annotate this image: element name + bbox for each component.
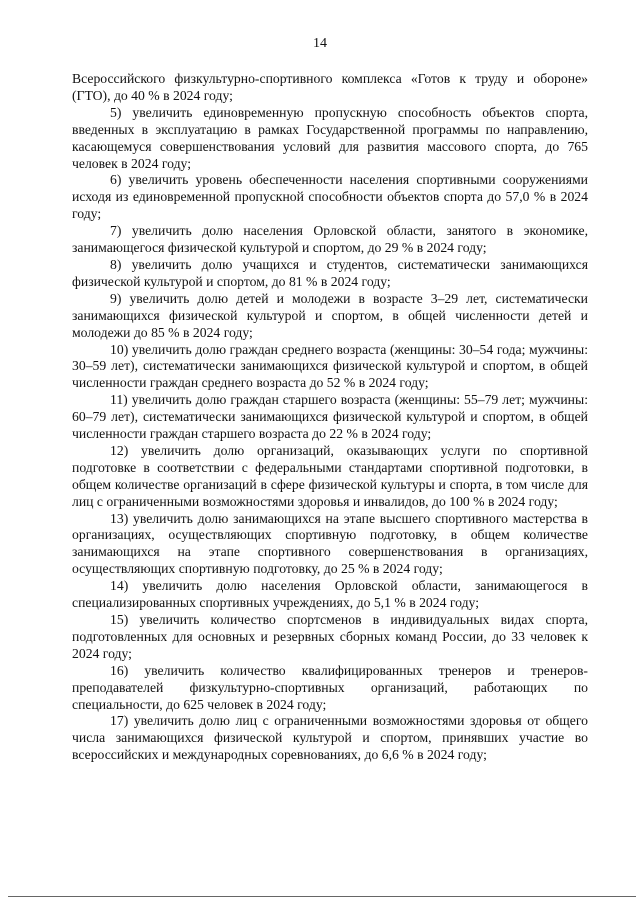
paragraph-item-13: 13) увеличить долю занимающихся на этапе высшего спортивного мастерства в организациях, осуществляющих спортивную подготовку, в общем количестве занимающихся на этапе спортивного совершенствования в организациях, осуществляющих спортивную подготовку, до 25 % в 2024 году;: [72, 510, 588, 577]
paragraph-item-11: 11) увеличить долю граждан старшего возраста (женщины: 55–79 лет; мужчины: 60–79 лет), систематически занимающихся физической культурой и спортом, в общей численности граждан старшего возраста до 22 % в 2024 году;: [72, 392, 588, 442]
paragraph-item-12: 12) увеличить долю организаций, оказывающих услуги по спортивной подготовке в соответствии с федеральными стандартами спортивной подготовки, в общем количестве организаций в сфере физической культуры и спорта, в том числе для лиц с ограниченными возможностями здоровья и инвалидов, до 100 % в 2024 году;: [72, 442, 588, 509]
paragraph-item-17: 17) увеличить долю лиц с ограниченными возможностями здоровья от общего числа занимающихся физической культурой и спортом, принявших участие во всероссийских и международных соревнованиях, до 6,6 % в 2024 году;: [72, 713, 588, 763]
paragraph-item-8: 8) увеличить долю учащихся и студентов, систематически занимающихся физической культурой и спортом, до 81 % в 2024 году;: [72, 256, 588, 289]
paragraph-item-15: 15) увеличить количество спортсменов в индивидуальных видах спорта, подготовленных для основных и резервных сборных команд России, до 33 человек к 2024 году;: [72, 612, 588, 661]
document-body: [72, 71, 588, 764]
paragraph-item-9: 9) увеличить долю детей и молодежи в возрасте 3–29 лет, систематически занимающихся физической культурой и спортом, в общей численности детей и молодежи до 85 % в 2024 году;: [72, 290, 588, 340]
paragraph-item-5: 5) увеличить единовременную пропускную способность объектов спорта, введенных в эксплуатацию в рамках Государственной программы по направлению, касающемуся совершенствования условий для развития массового спорта, до 765 человек в 2024 году;: [72, 104, 588, 171]
page-bottom-rule: [8, 896, 636, 897]
paragraph-continuation: Всероссийского физкультурно-спортивного комплекса «Готов к труду и обороне» (ГТО), до 40 % в 2024 году;: [72, 71, 588, 103]
paragraph-item-6: 6) увеличить уровень обеспеченности населения спортивными сооружениями исходя из единовременной пропускной способности объектов спорта до 57,0 % в 2024 году;: [72, 172, 588, 222]
paragraph-item-10: 10) увеличить долю граждан среднего возраста (женщины: 30–54 года; мужчины: 30–59 лет), систематически занимающихся физической культурой и спортом, в общей численности граждан среднего возраста до 52 % в 2024 году;: [72, 341, 588, 391]
paragraph-item-14: 14) увеличить долю населения Орловской области, занимающегося в специализированных спортивных учреждениях, до 5,1 % в 2024 году;: [72, 578, 588, 611]
paragraph-item-16: 16) увеличить количество квалифицированных тренеров и тренеров-преподавателей физкультурно-спортивных организаций, работающих по специальности, до 625 человек в 2024 году;: [72, 662, 588, 712]
paragraph-item-7: 7) увеличить долю населения Орловской области, занятого в экономике, занимающегося физической культурой и спортом, до 29 % в 2024 году;: [72, 223, 588, 256]
page-number: 14: [313, 36, 327, 51]
